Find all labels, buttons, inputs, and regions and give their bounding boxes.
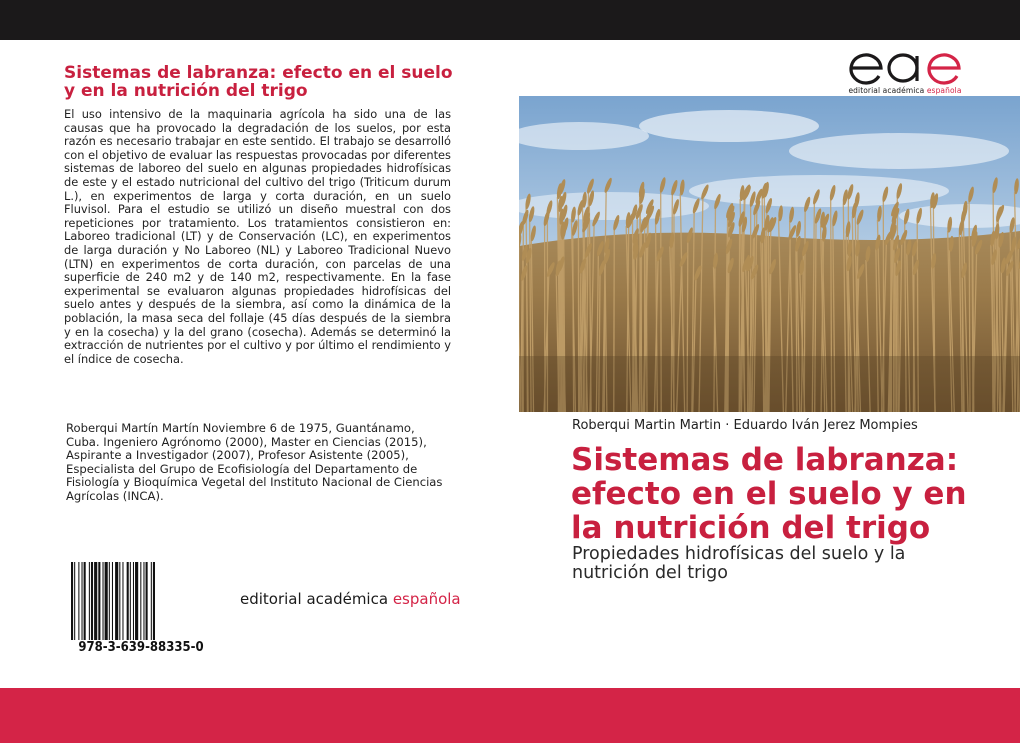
logo-caption-accent: española bbox=[926, 86, 962, 95]
back-cover-title: Sistemas de labranza: efecto en el suelo y en la nutrición del trigo bbox=[64, 63, 453, 101]
authors-line: Roberqui Martin Martin · Eduardo Iván Jerez Mompies bbox=[572, 418, 918, 433]
author-bio: Roberqui Martín Martín Noviembre 6 de 1975, Guantánamo, Cuba. Ingeniero Agrónomo (2000), Master en Ciencias (2015), Aspirante a Investigador (2007), Profesor Asistente (2005), Especialista del Grupo de Ecofisiología del Departamento de Fisiología y Bioquímica Vegetal del Instituto Nacional de Ciencias Agrícolas (INCA). bbox=[66, 421, 443, 503]
barcode-icon bbox=[69, 562, 213, 642]
back-cover-blurb: El uso intensivo de la maquinaria agrícola ha sido una de las causas que ha provocado la degradación de los suelos, por esta razón es necesario trabajar en este sentido. El trabajo se desarrolló con el objetivo de evaluar las respuestas provocadas por diferentes sistemas de laboreo del suelo en algunas propiedades hidrofísicas de este y el estado nutricional del cultivo del trigo (Triticum durum L.), en experimentos de larga y corta duración, en un suelo Fluvisol. Para el estudio se utilizó un diseño muestral con dos repeticiones por tratamiento. Los tratamientos consistieron en: Laboreo tradicional (LT) y de Conservación (LC), en experimentos de larga duración y No Laboreo (NL) y Laboreo Tradicional Nuevo (LTN) en experimentos de corta duración, con parcelas de una superficie de 240 m2 y de 140 m2, respectivamente. En la fase experimental se evaluaron algunas propiedades hidrofísicas del suelo antes y después de la siembra, así como la dinámica de la población, la masa seca del follaje (45 días después de la siembra y en la cosecha) y la del grano (cosecha). Además se determinó la extracción de nutrientes por el cultivo y por último el rendimiento y el índice de cosecha. bbox=[64, 107, 451, 366]
publisher-name-prefix: editorial académica bbox=[240, 590, 393, 608]
publisher-name-accent: española bbox=[392, 590, 461, 608]
publisher-name bbox=[240, 590, 461, 608]
front-cover-subtitle: Propiedades hidrofísicas del suelo y la nutrición del trigo bbox=[572, 544, 906, 583]
wheat-field-photo bbox=[519, 96, 1020, 412]
isbn-number: 978-3-639-88335-0 bbox=[78, 640, 204, 655]
logo-caption-prefix: editorial académica bbox=[848, 86, 927, 95]
top-band bbox=[0, 0, 1020, 40]
front-cover-title: Sistemas de labranza: efecto en el suelo y en la nutrición del trigo bbox=[571, 442, 967, 546]
logo-caption bbox=[845, 86, 965, 95]
bottom-band bbox=[0, 688, 1020, 743]
